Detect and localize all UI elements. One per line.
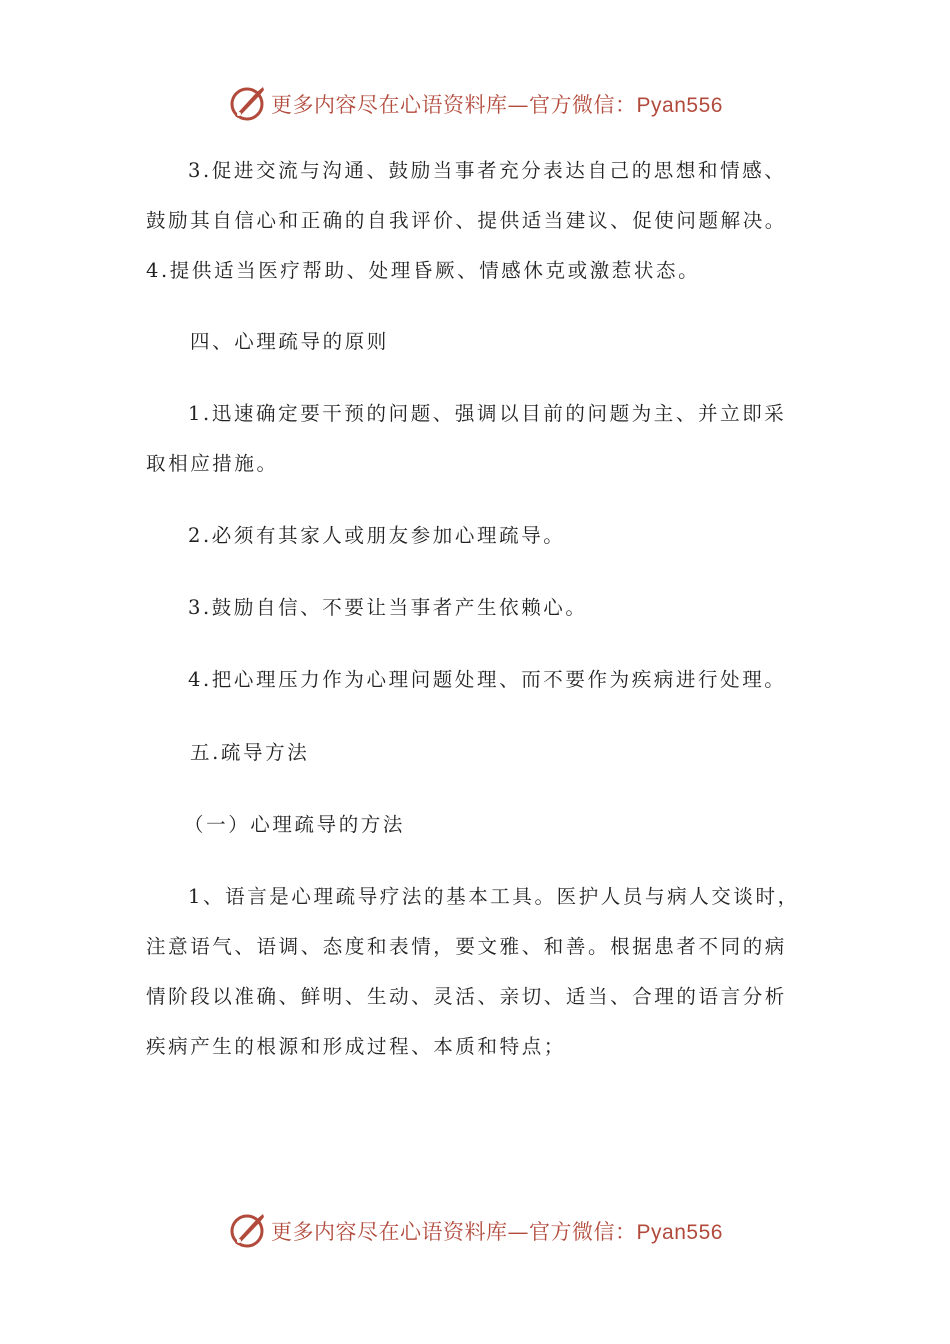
paragraph-line: 鼓励其自信心和正确的自我评价、提供适当建议、促使问题解决。 (146, 209, 787, 232)
paragraph-line: 2.必须有其家人或朋友参加心理疏导。 (188, 524, 566, 547)
paragraph-line: 3.促进交流与沟通、鼓励当事者充分表达自己的思想和情感、 (188, 159, 787, 182)
paragraph-line: 1.迅速确定要干预的问题、强调以目前的问题为主、并立即采 (188, 402, 787, 425)
paragraph-line: 取相应措施。 (146, 452, 279, 475)
header-banner (0, 82, 950, 126)
paragraph-line: 注意语气、语调、态度和表情，要文雅、和善。根据患者不同的病 (146, 935, 787, 958)
paragraph-line: 3.鼓励自信、不要让当事者产生依赖心。 (188, 596, 588, 619)
quill-pen-icon (227, 84, 267, 124)
paragraph-line: 情阶段以准确、鲜明、生动、灵活、亲切、适当、合理的语言分析 (146, 985, 787, 1008)
paragraph-line: 疾病产生的根源和形成过程、本质和特点； (146, 1035, 566, 1058)
paragraph-line: 1、语言是心理疏导疗法的基本工具。医护人员与病人交谈时， (188, 885, 800, 908)
footer-banner (0, 1209, 950, 1253)
paragraph-line: 4.把心理压力作为心理问题处理、而不要作为疾病进行处理。 (188, 668, 787, 691)
paragraph-line: 4.提供适当医疗帮助、处理昏厥、情感休克或激惹状态。 (146, 259, 701, 282)
section-heading: 五.疏导方法 (190, 741, 310, 764)
quill-pen-icon (227, 1211, 267, 1251)
subsection-heading: （一）心理疏导的方法 (184, 813, 406, 836)
section-heading: 四、心理疏导的原则 (190, 330, 389, 353)
banner-text: 更多内容尽在心语资料库—官方微信：Pyan556 (271, 93, 723, 117)
banner-text: 更多内容尽在心语资料库—官方微信：Pyan556 (271, 1220, 723, 1244)
